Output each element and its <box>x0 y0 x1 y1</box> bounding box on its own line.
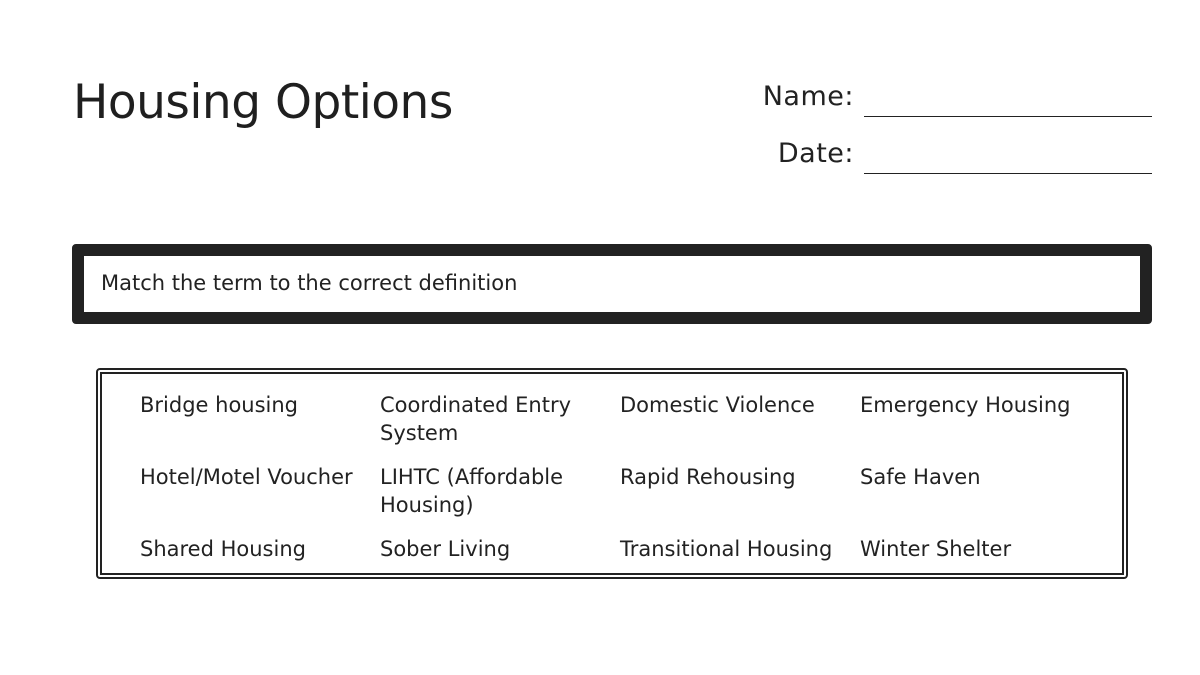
term-item: Emergency Housing <box>860 393 1071 417</box>
term-item: Sober Living <box>380 537 511 561</box>
date-blank-line[interactable] <box>864 173 1152 174</box>
name-blank-line[interactable] <box>864 116 1152 117</box>
term-item: Shared Housing <box>140 537 306 561</box>
term-item: Transitional Housing <box>620 537 833 561</box>
term-item: Coordinated Entry System <box>380 393 571 445</box>
page-title: Housing Options <box>73 75 453 130</box>
instruction-box <box>72 244 1152 324</box>
word-bank <box>96 368 1128 579</box>
term-item: LIHTC (Affordable Housing) <box>380 465 564 517</box>
term-item: Safe Haven <box>860 465 981 489</box>
term-item: Hotel/Motel Voucher <box>140 465 353 489</box>
date-label: Date: <box>777 138 854 169</box>
term-item: Rapid Rehousing <box>620 465 796 489</box>
term-item: Domestic Violence <box>620 393 815 417</box>
term-grid <box>140 391 1100 563</box>
term-item: Winter Shelter <box>860 537 1012 561</box>
date-field-row <box>700 134 1152 174</box>
term-item: Bridge housing <box>140 393 299 417</box>
name-field-row <box>700 77 1152 117</box>
name-label: Name: <box>762 81 854 112</box>
instruction-text: Match the term to the correct definition <box>101 271 518 295</box>
